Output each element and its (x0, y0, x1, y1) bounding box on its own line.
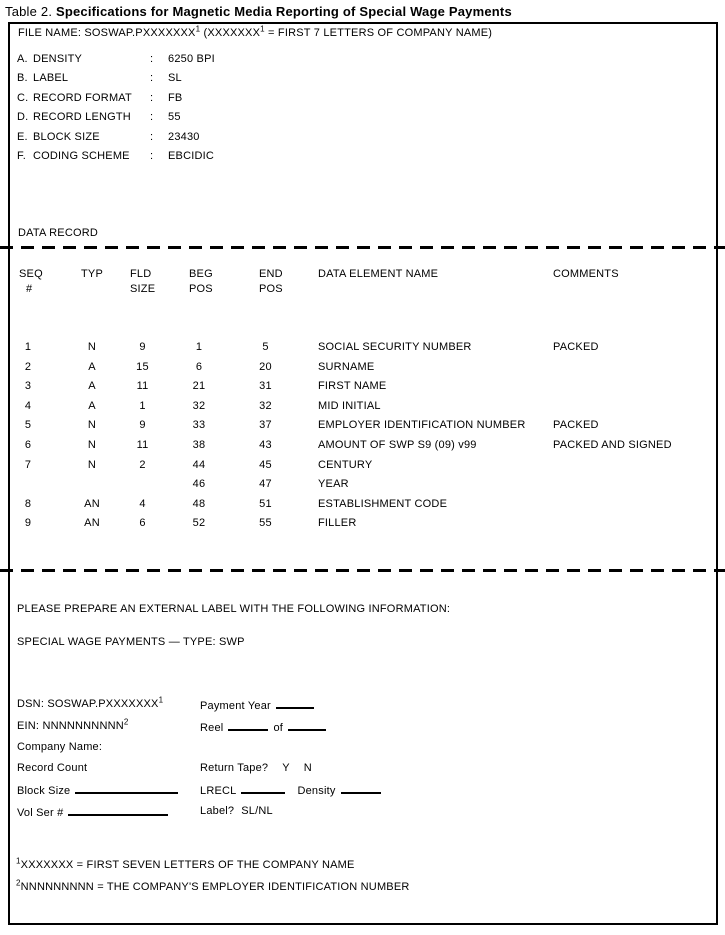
ein-label: EIN: NNNNNNNNNN$^2$ (17, 717, 129, 732)
form-row-vol-ser-label (17, 805, 707, 822)
form-row-record-count-return-tape (17, 762, 707, 779)
dashed-divider-bottom (0, 569, 725, 572)
spec-label: RECORD FORMAT (33, 91, 132, 104)
spec-label: DENSITY (33, 53, 83, 65)
spec-letter: C. (17, 91, 29, 104)
table-row: 7 N 2 44 45 CENTURY (24, 458, 373, 471)
label-question: Label? (200, 805, 235, 817)
external-label-intro: PLEASE PREPARE AN EXTERNAL LABEL WITH THE FOLLOWING INFORMATION: (17, 603, 451, 615)
title-prefix: Table 2. (5, 4, 56, 19)
dashed-divider-top (0, 246, 725, 249)
spec-item-record-format (17, 92, 215, 111)
spec-label: CODING SCHEME (33, 149, 130, 162)
ein-footnote-ref: 2 (123, 717, 129, 727)
table-row: 5 N 9 33 37 EMPLOYER IDENTIFICATION NUMBER PACKED (24, 419, 599, 432)
form-row-ein-reel (17, 717, 707, 737)
spec-value: EBCIDIC (168, 149, 215, 162)
return-tape-label: Return Tape? (200, 762, 269, 774)
table-row: 46 47 YEAR (192, 478, 349, 491)
spec-colon: : (150, 72, 154, 85)
title-main: Specifications for Magnetic Media Reporting of Special Wage Payments (55, 4, 512, 19)
spec-value: 55 (168, 111, 181, 124)
block-size-field (17, 783, 178, 797)
company-name-label: Company Name: (17, 741, 103, 753)
spec-colon: : (150, 111, 154, 124)
footnote-2-ref: 2 (16, 878, 21, 888)
reel-of-label: of (273, 722, 284, 734)
vol-ser-field (17, 805, 168, 819)
spec-item-coding-scheme (17, 150, 215, 169)
table-row: 2 A 15 6 20 SURNAME (24, 360, 375, 373)
dsn-label: DSN: SOSWAP.PXXXXXXX$^1$ (17, 695, 164, 710)
page-title (5, 4, 512, 19)
spec-letter: D. (17, 111, 29, 124)
table-row: 1 N 9 1 5 SOCIAL SECURITY NUMBER PACKED (24, 341, 599, 353)
record-count-label: Record Count (17, 762, 88, 774)
vol-ser-label: Vol Ser # (17, 807, 64, 819)
spec-letter: B. (17, 72, 28, 85)
header-data-element-name: DATA ELEMENT NAME (318, 268, 439, 280)
file-name-note-footnote-ref: 1 (260, 24, 265, 34)
spec-value: FB (168, 91, 183, 104)
record-table-body (19, 341, 709, 537)
table-row: 9 AN 6 52 55 FILLER (24, 517, 357, 530)
spec-letter: F. (17, 149, 26, 162)
density-blank (341, 783, 381, 794)
spec-colon: : (150, 53, 154, 65)
header-fld-size: FLD SIZE (130, 268, 156, 295)
header-end-pos: END POS (259, 268, 283, 295)
header-typ: TYP (81, 268, 103, 280)
dsn-footnote-ref: 1 (158, 695, 164, 705)
block-size-blank (75, 783, 178, 794)
reel-total-blank (288, 720, 326, 731)
spec-item-block-size (17, 131, 215, 150)
spec-colon: : (150, 91, 154, 104)
spec-value: 23430 (168, 130, 200, 143)
form-row-company-name (17, 741, 707, 758)
table-row: 4 A 1 32 32 MID INITIAL (24, 399, 381, 412)
spec-label: BLOCK SIZE (33, 130, 100, 143)
spec-colon: : (150, 149, 154, 162)
label-value: SL/NL (241, 805, 273, 817)
payment-year-blank (276, 698, 314, 709)
return-tape-field (200, 762, 312, 774)
record-table-header (19, 267, 709, 297)
external-label-type-line: SPECIAL WAGE PAYMENTS — TYPE: SWP (17, 636, 245, 648)
header-seq: SEQ # (19, 268, 43, 295)
spec-letter: A. (17, 53, 28, 65)
table-row: 8 AN 4 48 51 ESTABLISHMENT CODE (24, 497, 448, 510)
header-comments: COMMENTS (553, 268, 619, 280)
payment-year-field (200, 698, 314, 712)
payment-year-label: Payment Year (200, 700, 271, 712)
spec-item-label (17, 72, 215, 91)
spec-label: LABEL (33, 72, 69, 85)
file-name-note: (XXXXXXX (200, 27, 261, 39)
spec-item-record-length (17, 111, 215, 130)
tape-spec-list (17, 53, 215, 169)
spec-value: SL (168, 72, 182, 85)
footnote-1-ref: 1 (16, 856, 21, 866)
return-tape-yes: Y (282, 762, 290, 774)
file-name-text: FILE NAME: SOSWAP.PXXXXXXX (18, 27, 196, 39)
lrecl-density-field (200, 783, 381, 797)
file-name-note-rest: = FIRST 7 LETTERS OF COMPANY NAME) (264, 27, 493, 39)
spec-value: 6250 BPI (168, 53, 215, 65)
data-record-label: DATA RECORD (18, 227, 99, 239)
density-label: Density (297, 785, 336, 797)
file-name-line (18, 24, 493, 39)
reel-field (200, 720, 326, 734)
footnote-1: $^1$XXXXXXX = FIRST SEVEN LETTERS OF THE COMPANY NAME (16, 856, 355, 871)
vol-ser-blank (68, 805, 168, 816)
spec-letter: E. (17, 130, 28, 143)
file-name-footnote-ref: 1 (195, 24, 201, 34)
return-tape-no: N (303, 762, 312, 774)
block-size-label: Block Size (17, 785, 71, 797)
table-row: 6 N 11 38 43 AMOUNT OF SWP S9 (09) v99 PACKED AND SIGNED (24, 438, 672, 451)
form-row-block-size-lrecl (17, 783, 707, 800)
lrecl-label: LRECL (200, 785, 237, 797)
spec-colon: : (150, 130, 154, 143)
spec-item-density (17, 53, 215, 72)
lrecl-blank (241, 783, 285, 794)
label-type-field (200, 805, 273, 817)
form-row-dsn-payment-year (17, 695, 707, 715)
reel-number-blank (228, 720, 268, 731)
header-beg-pos: BEG POS (189, 268, 213, 295)
spec-label: RECORD LENGTH (33, 111, 131, 124)
footnote-2: $^2$NNNNNNNNN = THE COMPANY'S EMPLOYER IDENTIFICATION NUMBER (16, 878, 410, 893)
reel-label: Reel (200, 722, 224, 734)
table-row: 3 A 11 21 31 FIRST NAME (24, 380, 387, 393)
